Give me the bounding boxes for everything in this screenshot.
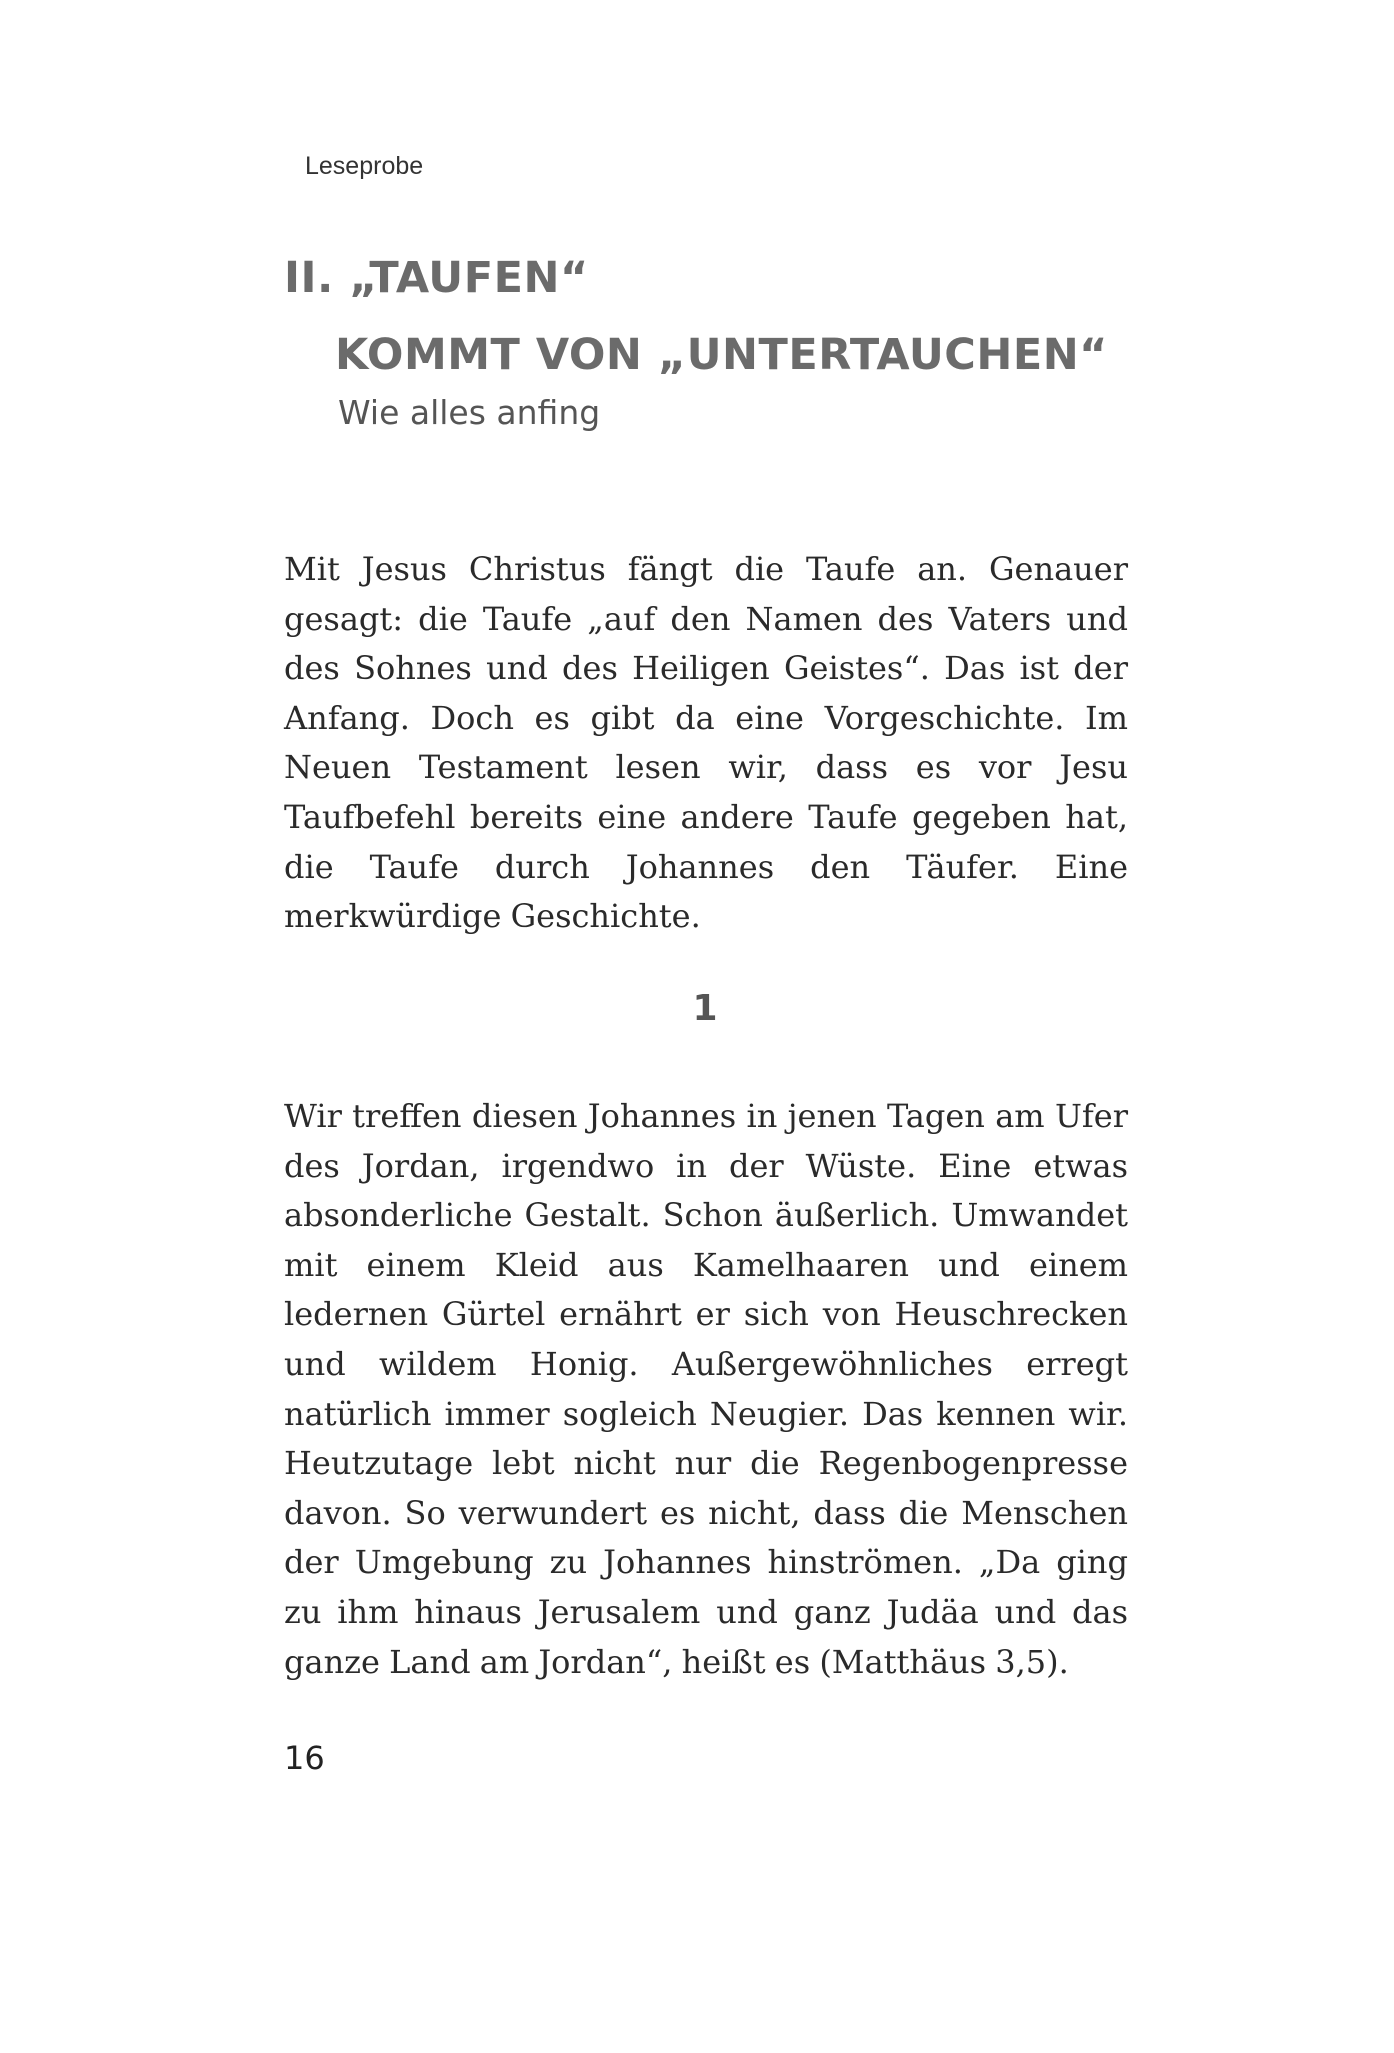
chapter-title — [284, 240, 1108, 394]
intro-paragraph: Mit Jesus Christus fängt die Taufe an. Genauer gesagt: die Taufe „auf den Namen des Vaters und des Sohnes und des Heiligen Geistes“. Das ist der Anfang. Doch es gibt da eine Vorgeschichte. Im Neuen Testament lesen wir, dass es vor Jesu Taufbefehl bereits eine andere Taufe gegeben hat, die Taufe durch Johannes den Täufer. Eine merkwürdige Geschichte. — [284, 550, 1128, 936]
chapter-subtitle: Wie alles anfing — [338, 393, 601, 432]
page-number: 16 — [284, 1739, 325, 1777]
section-number: 1 — [692, 988, 718, 1029]
chapter-title-line-1: II. „TAUFEN“ — [284, 253, 589, 303]
chapter-title-line-2: KOMMT VON „UNTERTAUCHEN“ — [335, 330, 1108, 380]
leseprobe-label: Leseprobe — [305, 152, 424, 180]
section-paragraph: Wir treffen diesen Johannes in jenen Tagen am Ufer des Jordan, irgendwo in der Wüste. Eine etwas absonderliche Gestalt. Schon äußerlich. Umwandet mit einem Kleid aus Kamelhaaren und einem ledernen Gürtel ernährt er sich von Heuschrecken und wildem Honig. Außergewöhnliches erregt natürlich immer sogleich Neugier. Das kennen wir. Heutzutage lebt nicht nur die Regenbogenpresse davon. So verwundert es nicht, dass die Menschen der Umgebung zu Johannes hinströmen. „Da ging zu ihm hinaus Jerusalem und ganz Judäa und das ganze Land am Jordan“, heißt es (Matthäus 3,5). — [284, 1097, 1128, 1681]
